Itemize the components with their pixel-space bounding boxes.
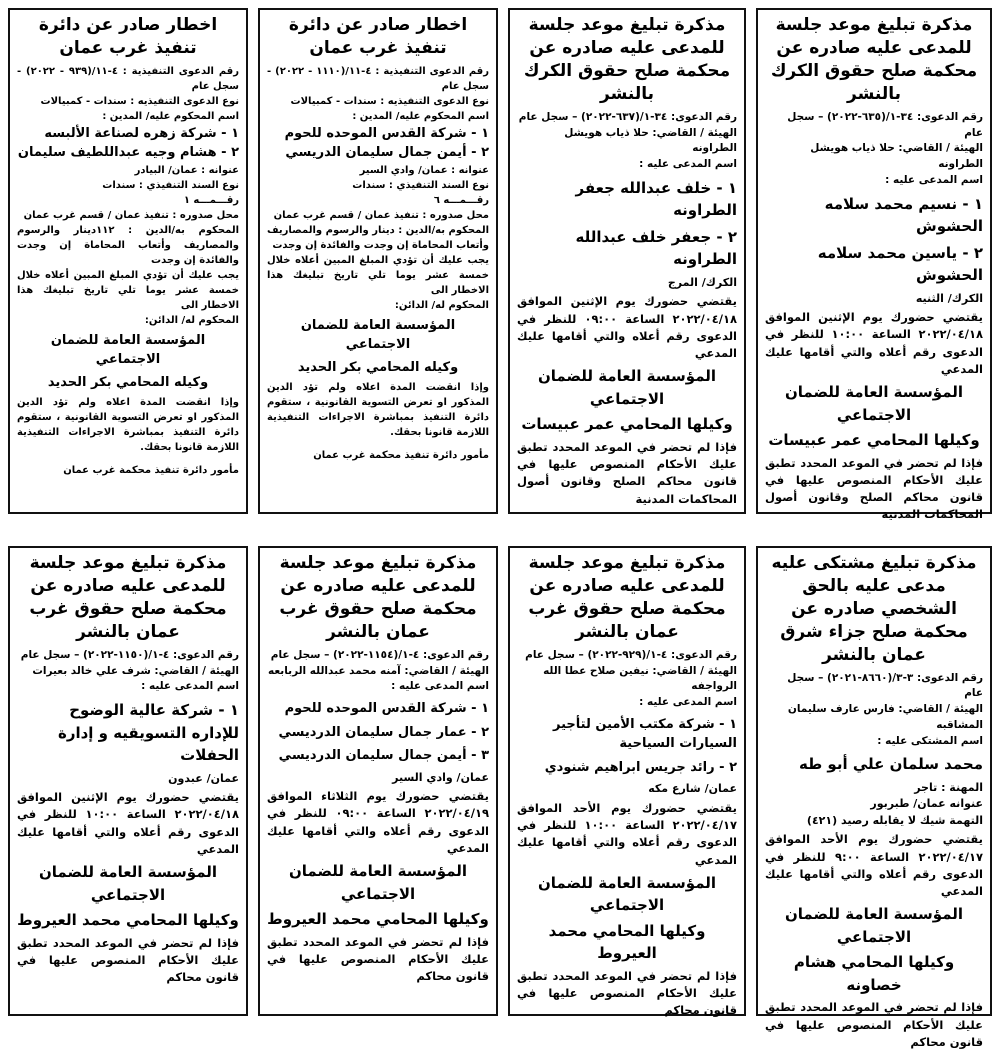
signer: مأمور دائرة تنفيذ محكمة غرب عمان [313, 450, 489, 462]
lawyer: وكيلها المحامي عمر عبيسات [768, 431, 980, 449]
notice-title: مذكرة تبليغ مشتكى عليه مدعى عليه بالحق الشخصي صادره عن محكمة صلح جزاء شرق عمان بالنشر [771, 553, 977, 665]
notice-title: مذكرة تبليغ موعد جلسة للمدعى عليه صادره عن محكمة صلح حقوق غرب عمان بالنشر [279, 553, 477, 642]
address: الكرك/ الثنيه [915, 291, 983, 305]
defendant-label: اسم المشتكى عليه : [877, 734, 983, 747]
judge: الهيئة / القاضي: آمنه محمد عبدالله الربابعه [267, 664, 489, 677]
document-type: نوع السند التنفيذي : سندات [352, 179, 489, 191]
creditor-label: المحكوم له/ الدائن: [144, 314, 239, 326]
defendant-label: اسم المدعى عليه : [141, 680, 239, 693]
debtor-label: اسم المحكوم عليه/ المدين : [102, 110, 239, 122]
debtor-2: ٢ - هشام وجيه عبداللطيف سليمان [17, 145, 239, 161]
case-number: رقم الدعوى: ٣-٣/(٨٦٦٠-٢٠٢١) – سجل عام [787, 671, 983, 700]
case-number: رقم الدعوى: ٤-١/(٩٢٩-٢٠٢٢) – سجل عام [525, 648, 737, 661]
payment-text: يجب عليك أن تؤدي المبلغ المبين أعلاه خلال خمسة عشر يوما تلي تاريخ تبليغك هذا الاخطار الى [17, 269, 239, 311]
lawyer: وكيلها المحامي محمد العيروط [548, 921, 706, 963]
case-number: رقم الدعوى التنفيذية : ٤-١١/(١١١٠ - ٢٠٢٢) - سجل عام [267, 65, 489, 92]
notice-title: مذكرة تبليغ موعد جلسة للمدعى عليه صادره عن محكمة صلح حقوق الكرك بالنشر [770, 15, 978, 104]
court-notice-7 [258, 546, 498, 1016]
plaintiff: المؤسسة العامة للضمان الاجتماعي [784, 905, 964, 946]
address: عنوانه : عمان/ وادي السير [359, 164, 489, 176]
creditor-label: المحكوم له/ الدائن: [394, 299, 489, 311]
creditor: المؤسسة العامة للضمان الاجتماعي [300, 317, 456, 353]
lawyer: وكيلها المحامي محمد العيروط [267, 910, 489, 928]
defendant-1: ١ - شركة عالية الوضوح للإداره التسويقيه و إدارة الحفلات [57, 701, 239, 764]
case-type: نوع الدعوى التنفيذيه : سندات - كمبيالات [290, 95, 489, 107]
document-number: رقـــمـــه ٦ [433, 194, 489, 206]
payment-text: يجب عليك أن تؤدي المبلغ المبين أعلاه خلال خمسة عشر يوما تلي تاريخ تبليغك هذا الاخطار الى [267, 254, 489, 296]
occupation: المهنة : تاجر [914, 780, 983, 794]
notice-title: اخطار صادر عن دائرة تنفيذ غرب عمان [288, 15, 468, 58]
defendant-1: محمد سلمان علي أبو طه [798, 755, 983, 774]
closing-text: فإذا لم تحضر في الموعد المحدد تطبق عليك الأحكام المنصوص عليها في قانون محاكم [267, 934, 489, 983]
plaintiff: المؤسسة العامة للضمان الاجتماعي [38, 863, 218, 904]
amount: المحكوم به/الدين : ١١٢دينار والرسوم والمصاريف وأتعاب المحاماة إن وجدت والفائدة إن وجدت [17, 224, 240, 266]
notice-title: مذكرة تبليغ موعد جلسة للمدعى عليه صادره عن محكمة صلح حقوق غرب عمان بالنشر [29, 553, 227, 642]
court-notice-2 [508, 8, 746, 514]
defendant-1: ١ - خلف عبدالله جعفر الطراونه [575, 178, 737, 220]
notice-title: مذكرة تبليغ موعد جلسة للمدعى عليه صادره عن محكمة صلح حقوق غرب عمان بالنشر [528, 553, 726, 642]
case-number: رقم الدعوى التنفيذية : ٤-١١/(٩٣٩ - ٢٠٢٢) - سجل عام [17, 65, 239, 92]
warning-text: وإذا انقضت المدة اعلاه ولم تؤد الدين المذكور او تعرض التسوية القانونية ، ستقوم دائرة التنفيذ بمباشرة الاجراءات التنفيذية اللازمة قانونا بحقك. [17, 397, 239, 454]
charge: التهمة شيك لا يقابله رصيد (٤٢١) [806, 813, 983, 827]
address: الكرك/ المرج [667, 275, 737, 289]
debtor-label: اسم المحكوم عليه/ المدين : [352, 110, 489, 122]
issue-place: محل صدوره : تنفيذ عمان / قسم غرب عمان [273, 209, 489, 221]
case-type: نوع الدعوى التنفيذيه : سندات - كمبيالات [40, 95, 239, 107]
judge: الهيئة / القاضي: حلا ذياب هويشل الطراونه [810, 142, 983, 170]
lawyer: وكيله المحامي بكر الحديد [297, 359, 459, 375]
issue-place: محل صدوره : تنفيذ عمان / قسم غرب عمان [23, 209, 239, 221]
defendant-2: ٢ - ياسين محمد سلامه الحشوش [817, 243, 983, 284]
plaintiff: المؤسسة العامة للضمان الاجتماعي [784, 383, 964, 424]
debtor-1: ١ - شركة زهره لصناعة الألبسه [44, 125, 239, 141]
notice-title: مذكرة تبليغ موعد جلسة للمدعى عليه صادره عن محكمة صلح حقوق الكرك بالنشر [523, 15, 731, 104]
closing-text: فإذا لم تحضر في الموعد المحدد تطبق عليك الأحكام المنصوص عليها في قانون محاكم [517, 968, 737, 1018]
defendant-2: ٢ - عمار جمال سليمان الدرديسي [278, 724, 489, 740]
plaintiff: المؤسسة العامة للضمان الاجتماعي [537, 873, 717, 915]
hearing-text: يقتضي حضورك يوم الإثنين الموافق ٢٠٢٢/٠٤/١٨ الساعة ٠٩:٠٠ للنظر في الدعوى رقم أعلاه والتي أقامها عليك المدعي [517, 294, 737, 360]
closing-text: فإذا لم تحضر في الموعد المحدد تطبق عليك الأحكام المنصوص عليها في قانون محاكم الصلح وقانون أصول المحاكمات المدنية [765, 455, 983, 522]
hearing-text: يقتضي حضورك يوم الثلاثاء الموافق ٢٠٢٢/٠٤/١٩ الساعة ٠٩:٠٠ للنظر في الدعوى رقم أعلاه والتي أقامها عليك المدعي [267, 789, 489, 855]
signer: مأمور دائرة تنفيذ محكمة غرب عمان [63, 465, 239, 477]
execution-notice-3 [258, 8, 498, 514]
court-notice-6 [508, 546, 746, 1016]
court-notice-5 [756, 546, 992, 1049]
warning-text: وإذا انقضت المدة اعلاه ولم تؤد الدين المذكور او تعرض التسوية القانونية ، ستقوم دائرة التنفيذ بمباشرة الاجراءات التنفيذية اللازمة قانونا بحقك. [267, 382, 489, 439]
judge: الهيئة / القاضي: شرف علي خالد بعيرات [32, 664, 239, 677]
address: عمان/ وادي السير [392, 770, 489, 784]
document-type: نوع السند التنفيذي : سندات [102, 179, 239, 191]
address: عنوانه : عمان/ البيادر [134, 164, 239, 176]
court-notice-8 [8, 546, 248, 1016]
defendant-1: ١ - شركة القدس الموحده للحوم [284, 701, 489, 716]
hearing-text: يقتضي حضورك يوم الإثنين الموافق ٢٠٢٢/٠٤/١٨ الساعة ١٠:٠٠ للنظر في الدعوى رقم أعلاه والتي أقامها عليك المدعي [17, 790, 239, 856]
case-number: رقم الدعوى: ٤-١/(١١٥٤-٢٠٢٢) – سجل عام [270, 648, 489, 661]
hearing-text: يقتضي حضورك يوم الأحد الموافق ٢٠٢٢/٠٤/١٧ الساعة ٩:٠٠ للنظر في الدعوى رقم أعلاه والتي أقامها عليك المدعي [765, 832, 983, 899]
creditor: المؤسسة العامة للضمان الاجتماعي [50, 332, 206, 368]
court-notice-1 [756, 8, 992, 522]
closing-text: فإذا لم تحضر في الموعد المحدد تطبق عليك الأحكام المنصوص عليها في قانون محاكم الصلح وقانون أصول المحاكمات المدنية [517, 439, 737, 506]
defendant-2: ٢ - جعفر خلف عبدالله الطراونه [575, 227, 737, 269]
case-number: رقم الدعوى: ٣٤-١/(٦٣٥-٢٠٢٢) – سجل عام [787, 110, 983, 139]
address: عمان/ شارع مكه [648, 782, 737, 796]
document-number: رقـــمـــه ١ [183, 194, 239, 206]
address: عمان/ عبدون [168, 771, 239, 785]
closing-text: فإذا لم تحضر في الموعد المحدد تطبق عليك الأحكام المنصوص عليها في قانون محاكم [17, 935, 239, 984]
defendant-1: ١ - شركة مكتب الأمين لتأجير السيارات السياحية [553, 716, 737, 752]
closing-text: فإذا لم تحضر في الموعد المحدد تطبق عليك الأحكام المنصوص عليها في قانون محاكم [765, 1000, 983, 1049]
defendant-label: اسم المدعى عليه : [639, 696, 737, 708]
hearing-text: يقتضي حضورك يوم الأحد الموافق ٢٠٢٢/٠٤/١٧ الساعة ١٠:٠٠ للنظر في الدعوى رقم أعلاه والتي أقامها عليك المدعي [517, 800, 737, 867]
defendant-1: ١ - نسيم محمد سلامه الحشوش [824, 194, 983, 235]
case-number: رقم الدعوى: ٣٤-١/(٦٣٧-٢٠٢٢) – سجل عام [518, 110, 737, 123]
judge: الهيئة / القاضي: نيفين صلاح عطا الله الرواجفه [543, 664, 737, 693]
execution-notice-4 [8, 8, 248, 514]
lawyer: وكيله المحامي بكر الحديد [47, 374, 209, 390]
debtor-2: ٢ - أيمن جمال سليمان الدريسي [285, 145, 489, 161]
amount: المحكوم به/الدين : دينار والرسوم والمصاريف وأتعاب المحاماة إن وجدت والفائدة إن وجدت [267, 224, 489, 251]
judge: الهيئة / القاضي: فارس عارف سليمان المشاقبه [787, 703, 983, 731]
case-number: رقم الدعوى: ٤-١/(١١٥٠-٢٠٢٢) – سجل عام [20, 648, 239, 661]
defendant-label: اسم المدعى عليه : [885, 173, 983, 186]
lawyer: وكيلها المحامي هشام خصاونه [793, 953, 955, 994]
plaintiff: المؤسسة العامة للضمان الاجتماعي [288, 862, 468, 903]
defendant-2: ٢ - رائد جريس ابراهيم شنودي [544, 759, 737, 775]
lawyer: وكيلها المحامي عمر عبيسات [521, 415, 733, 434]
defendant-label: اسم المدعى عليه : [391, 680, 489, 693]
lawyer: وكيلها المحامي محمد العيروط [17, 911, 239, 929]
plaintiff: المؤسسة العامة للضمان الاجتماعي [537, 367, 717, 408]
defendant-3: ٣ - أيمن جمال سليمان الدرديسي [278, 748, 489, 763]
debtor-1: ١ - شركة القدس الموحده للحوم [284, 125, 489, 141]
hearing-text: يقتضي حضورك يوم الإثنين الموافق ٢٠٢٢/٠٤/١٨ الساعة ١٠:٠٠ للنظر في الدعوى رقم أعلاه والتي أقامها عليك المدعي [765, 310, 983, 376]
judge: الهيئة / القاضي: حلا ذياب هويشل الطراونه [564, 126, 737, 155]
defendant-label: اسم المدعى عليه : [639, 158, 737, 170]
notice-title: اخطار صادر عن دائرة تنفيذ غرب عمان [38, 15, 218, 58]
address: عنوانه عمان/ طبربور [870, 797, 983, 811]
